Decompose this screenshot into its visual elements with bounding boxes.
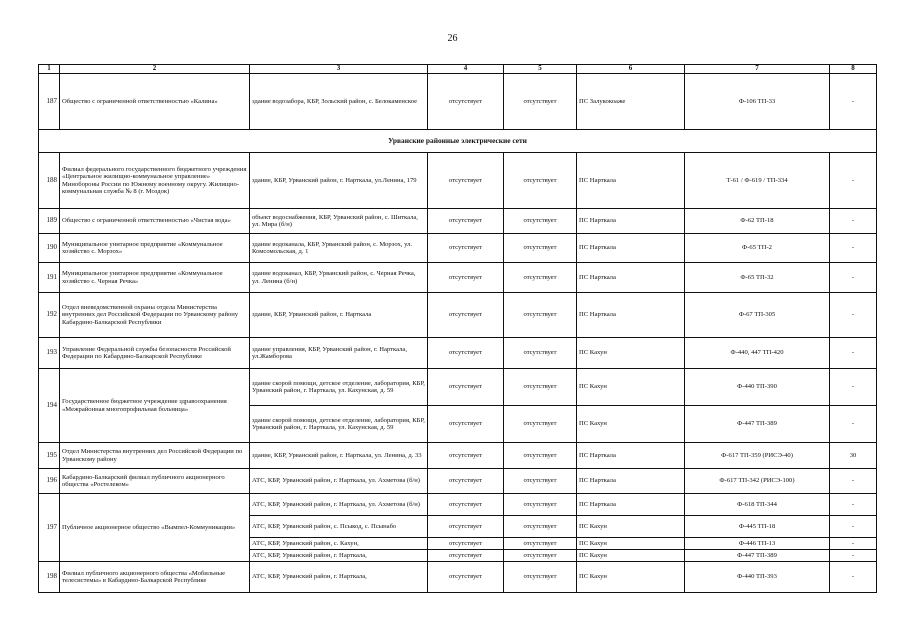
row-number: 189 [39,209,60,234]
feeder-cell: Т-61 / Ф-619 / ТП-334 [685,153,830,209]
row-number: 187 [39,74,60,130]
col8-cell: - [830,234,877,263]
feeder-cell: Ф-446 ТП-13 [685,538,830,550]
feeder-cell: Ф-618 ТП-344 [685,494,830,516]
feeder-cell: Ф-67 ТП-305 [685,293,830,338]
feeder-cell: Ф-65 ТП-2 [685,234,830,263]
col5-cell: отсутствует [504,263,577,293]
address-cell: здание управления, КБР, Урванский район, г. Нарткала, ул.Жамборова [250,338,428,369]
row-number: 198 [39,562,60,593]
col4-cell: отсутствует [428,263,504,293]
address-cell: здание скорой помощи, детское отделение, лаборатория, КБР, Урванский район, г. Нарткала, ул. Кахунская, д. 59 [250,369,428,406]
col4-cell: отсутствует [428,550,504,562]
col8-cell: - [830,562,877,593]
substation-cell: ПС Кахун [577,338,685,369]
col5-cell: отсутствует [504,406,577,443]
feeder-cell: Ф-447 ТП-389 [685,550,830,562]
col8-cell: - [830,469,877,494]
section-row [39,130,877,153]
col5-cell: отсутствует [504,234,577,263]
address-cell: АТС, КБР, Урванский район, г. Нарткала, [250,562,428,593]
col8-cell: - [830,406,877,443]
col8-cell: - [830,74,877,130]
table-row [39,369,877,406]
substation-cell: ПС Нарткала [577,494,685,516]
address-cell: здание водозабора, КБР, Зольский район, с. Белокаменское [250,74,428,130]
feeder-cell: Ф-617 ТП-359 (РИСЭ-40) [685,443,830,469]
substation-cell: ПС Кахун [577,516,685,538]
table-row [39,234,877,263]
col5-cell: отсутствует [504,516,577,538]
row-number: 194 [39,369,60,443]
table-row [39,443,877,469]
col8-cell: 30 [830,443,877,469]
col8-cell: - [830,338,877,369]
col5-cell: отсутствует [504,443,577,469]
organization-cell: Отдел вневедомственной охраны отдела Министерства внутренних дел Российской Федерации по Урванскому району Кабардино-Балкарской Республики [60,293,250,338]
col8-cell: - [830,369,877,406]
address-cell: здание, КБР, Урванский район, г. Нарткала [250,293,428,338]
feeder-cell: Ф-447 ТП-389 [685,406,830,443]
col5-cell: отсутствует [504,209,577,234]
address-cell: здание водоканал, КБР, Урванский район, с. Черная Речка, ул. Ленина (б/н) [250,263,428,293]
col-num-4: 4 [428,65,504,74]
table-row [39,469,877,494]
substation-cell: ПС Кахун [577,538,685,550]
col5-cell: отсутствует [504,153,577,209]
col4-cell: отсутствует [428,538,504,550]
feeder-cell: Ф-440 ТП-390 [685,369,830,406]
row-number: 195 [39,443,60,469]
table-row [39,209,877,234]
table-row [39,74,877,130]
table-row [39,293,877,338]
col-num-5: 5 [504,65,577,74]
col8-cell: - [830,494,877,516]
substation-cell: ПС Кахун [577,369,685,406]
feeder-cell: Ф-65 ТП-32 [685,263,830,293]
address-cell: АТС, КБР, Урванский район, с. Кахун, [250,538,428,550]
col8-cell: - [830,550,877,562]
col-num-6: 6 [577,65,685,74]
substation-cell: ПС Нарткала [577,293,685,338]
address-cell: АТС, КБР, Урванский район, с. Псыкод, с. Псынабо [250,516,428,538]
col4-cell: отсутствует [428,293,504,338]
substation-cell: ПС Кахун [577,562,685,593]
col4-cell: отсутствует [428,494,504,516]
organization-cell: Отдел Министерства внутренних дел Российской Федерации по Урванскому району [60,443,250,469]
organization-cell: Филиал федерального государственного бюджетного учреждения «Центральное жилищно-коммунальное управление» Минобороны России по Южному военному округу. Жилищно-коммунальная служба № 8 (г. Моздок) [60,153,250,209]
col-num-1: 1 [39,65,60,74]
row-number: 188 [39,153,60,209]
col8-cell: - [830,293,877,338]
feeder-cell: Ф-62 ТП-18 [685,209,830,234]
substation-cell: ПС Нарткала [577,443,685,469]
row-number: 192 [39,293,60,338]
address-cell: АТС, КБР, Урванский район, г. Нарткала, ул. Ахметова (б/н) [250,469,428,494]
col5-cell: отсутствует [504,293,577,338]
col4-cell: отсутствует [428,153,504,209]
col8-cell: - [830,209,877,234]
organization-cell: Государственное бюджетное учреждение здравоохранения «Межрайонная многопрофильная больница» [60,369,250,443]
feeder-cell: Ф-106 ТП-33 [685,74,830,130]
column-number-row [39,65,877,74]
col4-cell: отсутствует [428,338,504,369]
col-num-3: 3 [250,65,428,74]
organization-cell: Муниципальное унитарное предприятие «Коммунальное хозяйство с. Черная Речка» [60,263,250,293]
col-num-2: 2 [60,65,250,74]
col5-cell: отсутствует [504,550,577,562]
table-row [39,153,877,209]
substation-cell: ПС Кахун [577,550,685,562]
feeder-cell: Ф-445 ТП-18 [685,516,830,538]
col5-cell: отсутствует [504,538,577,550]
col5-cell: отсутствует [504,562,577,593]
feeder-cell: Ф-440, 447 ТП-420 [685,338,830,369]
col5-cell: отсутствует [504,74,577,130]
col4-cell: отсутствует [428,209,504,234]
organization-cell: Филиал публичного акционерного общества «Мобильные телесистемы» в Кабардино-Балкарской Республике [60,562,250,593]
section-title: Урванские районные электрические сети [39,130,877,153]
table-row [39,494,877,516]
address-cell: здание, КБР, Урванский район, г. Нарткала, ул. Ленина, д. 33 [250,443,428,469]
substations-table [38,64,877,593]
substation-cell: ПС Нарткала [577,469,685,494]
row-number: 190 [39,234,60,263]
col8-cell: - [830,153,877,209]
col5-cell: отсутствует [504,494,577,516]
substation-cell: ПС Нарткала [577,153,685,209]
row-number: 191 [39,263,60,293]
feeder-cell: Ф-617 ТП-342 (РИСЭ-100) [685,469,830,494]
col4-cell: отсутствует [428,516,504,538]
address-cell: здание водоканала, КБР, Урванский район, с. Морзох, ул. Комсомольская, д. 1 [250,234,428,263]
substation-cell: ПС Кахун [577,406,685,443]
table-row [39,263,877,293]
feeder-cell: Ф-440 ТП-393 [685,562,830,593]
col5-cell: отсутствует [504,338,577,369]
col4-cell: отсутствует [428,74,504,130]
organization-cell: Кабардино-Балкарский филиал публичного акционерного общества «Ростелеком» [60,469,250,494]
address-cell: здание, КБР, Урванский район, г. Нарткала, ул.Ленина, 179 [250,153,428,209]
organization-cell: Муниципальное унитарное предприятие «Коммунальное хозяйство с. Морзох» [60,234,250,263]
col4-cell: отсутствует [428,562,504,593]
substation-cell: ПС Нарткала [577,263,685,293]
organization-cell: Публичное акционерное общество «Вымпел-Коммуникации» [60,494,250,562]
row-number: 197 [39,494,60,562]
col-num-8: 8 [830,65,877,74]
table-row [39,338,877,369]
col4-cell: отсутствует [428,443,504,469]
row-number: 193 [39,338,60,369]
col8-cell: - [830,538,877,550]
address-cell: объект водоснабжения, КБР, Урванский район, с. Шиткала, ул. Мира (б/н) [250,209,428,234]
page-number: 26 [447,33,458,44]
col5-cell: отсутствует [504,469,577,494]
row-number: 196 [39,469,60,494]
address-cell: АТС, КБР, Урванский район, г. Нарткала, ул. Ахметова (б/н) [250,494,428,516]
col4-cell: отсутствует [428,369,504,406]
address-cell: здание скорой помощи, детское отделение, лаборатория, КБР, Урванский район, г. Нарткала, ул. Кахунская, д. 59 [250,406,428,443]
col5-cell: отсутствует [504,369,577,406]
organization-cell: Управление Федеральной службы безопасности Российской Федерации по Кабардино-Балкарской Республике [60,338,250,369]
organization-cell: Общество с ограниченной ответственностью «Чистая вода» [60,209,250,234]
col-num-7: 7 [685,65,830,74]
col4-cell: отсутствует [428,469,504,494]
address-cell: АТС, КБР, Урванский район, г. Нарткала, [250,550,428,562]
table-row [39,562,877,593]
col8-cell: - [830,263,877,293]
substation-cell: ПС Нарткала [577,234,685,263]
col8-cell: - [830,516,877,538]
organization-cell: Общество с ограниченной ответственностью «Калина» [60,74,250,130]
substation-cell: ПС Нарткала [577,209,685,234]
col4-cell: отсутствует [428,234,504,263]
col4-cell: отсутствует [428,406,504,443]
substation-cell: ПС Залукокоаже [577,74,685,130]
